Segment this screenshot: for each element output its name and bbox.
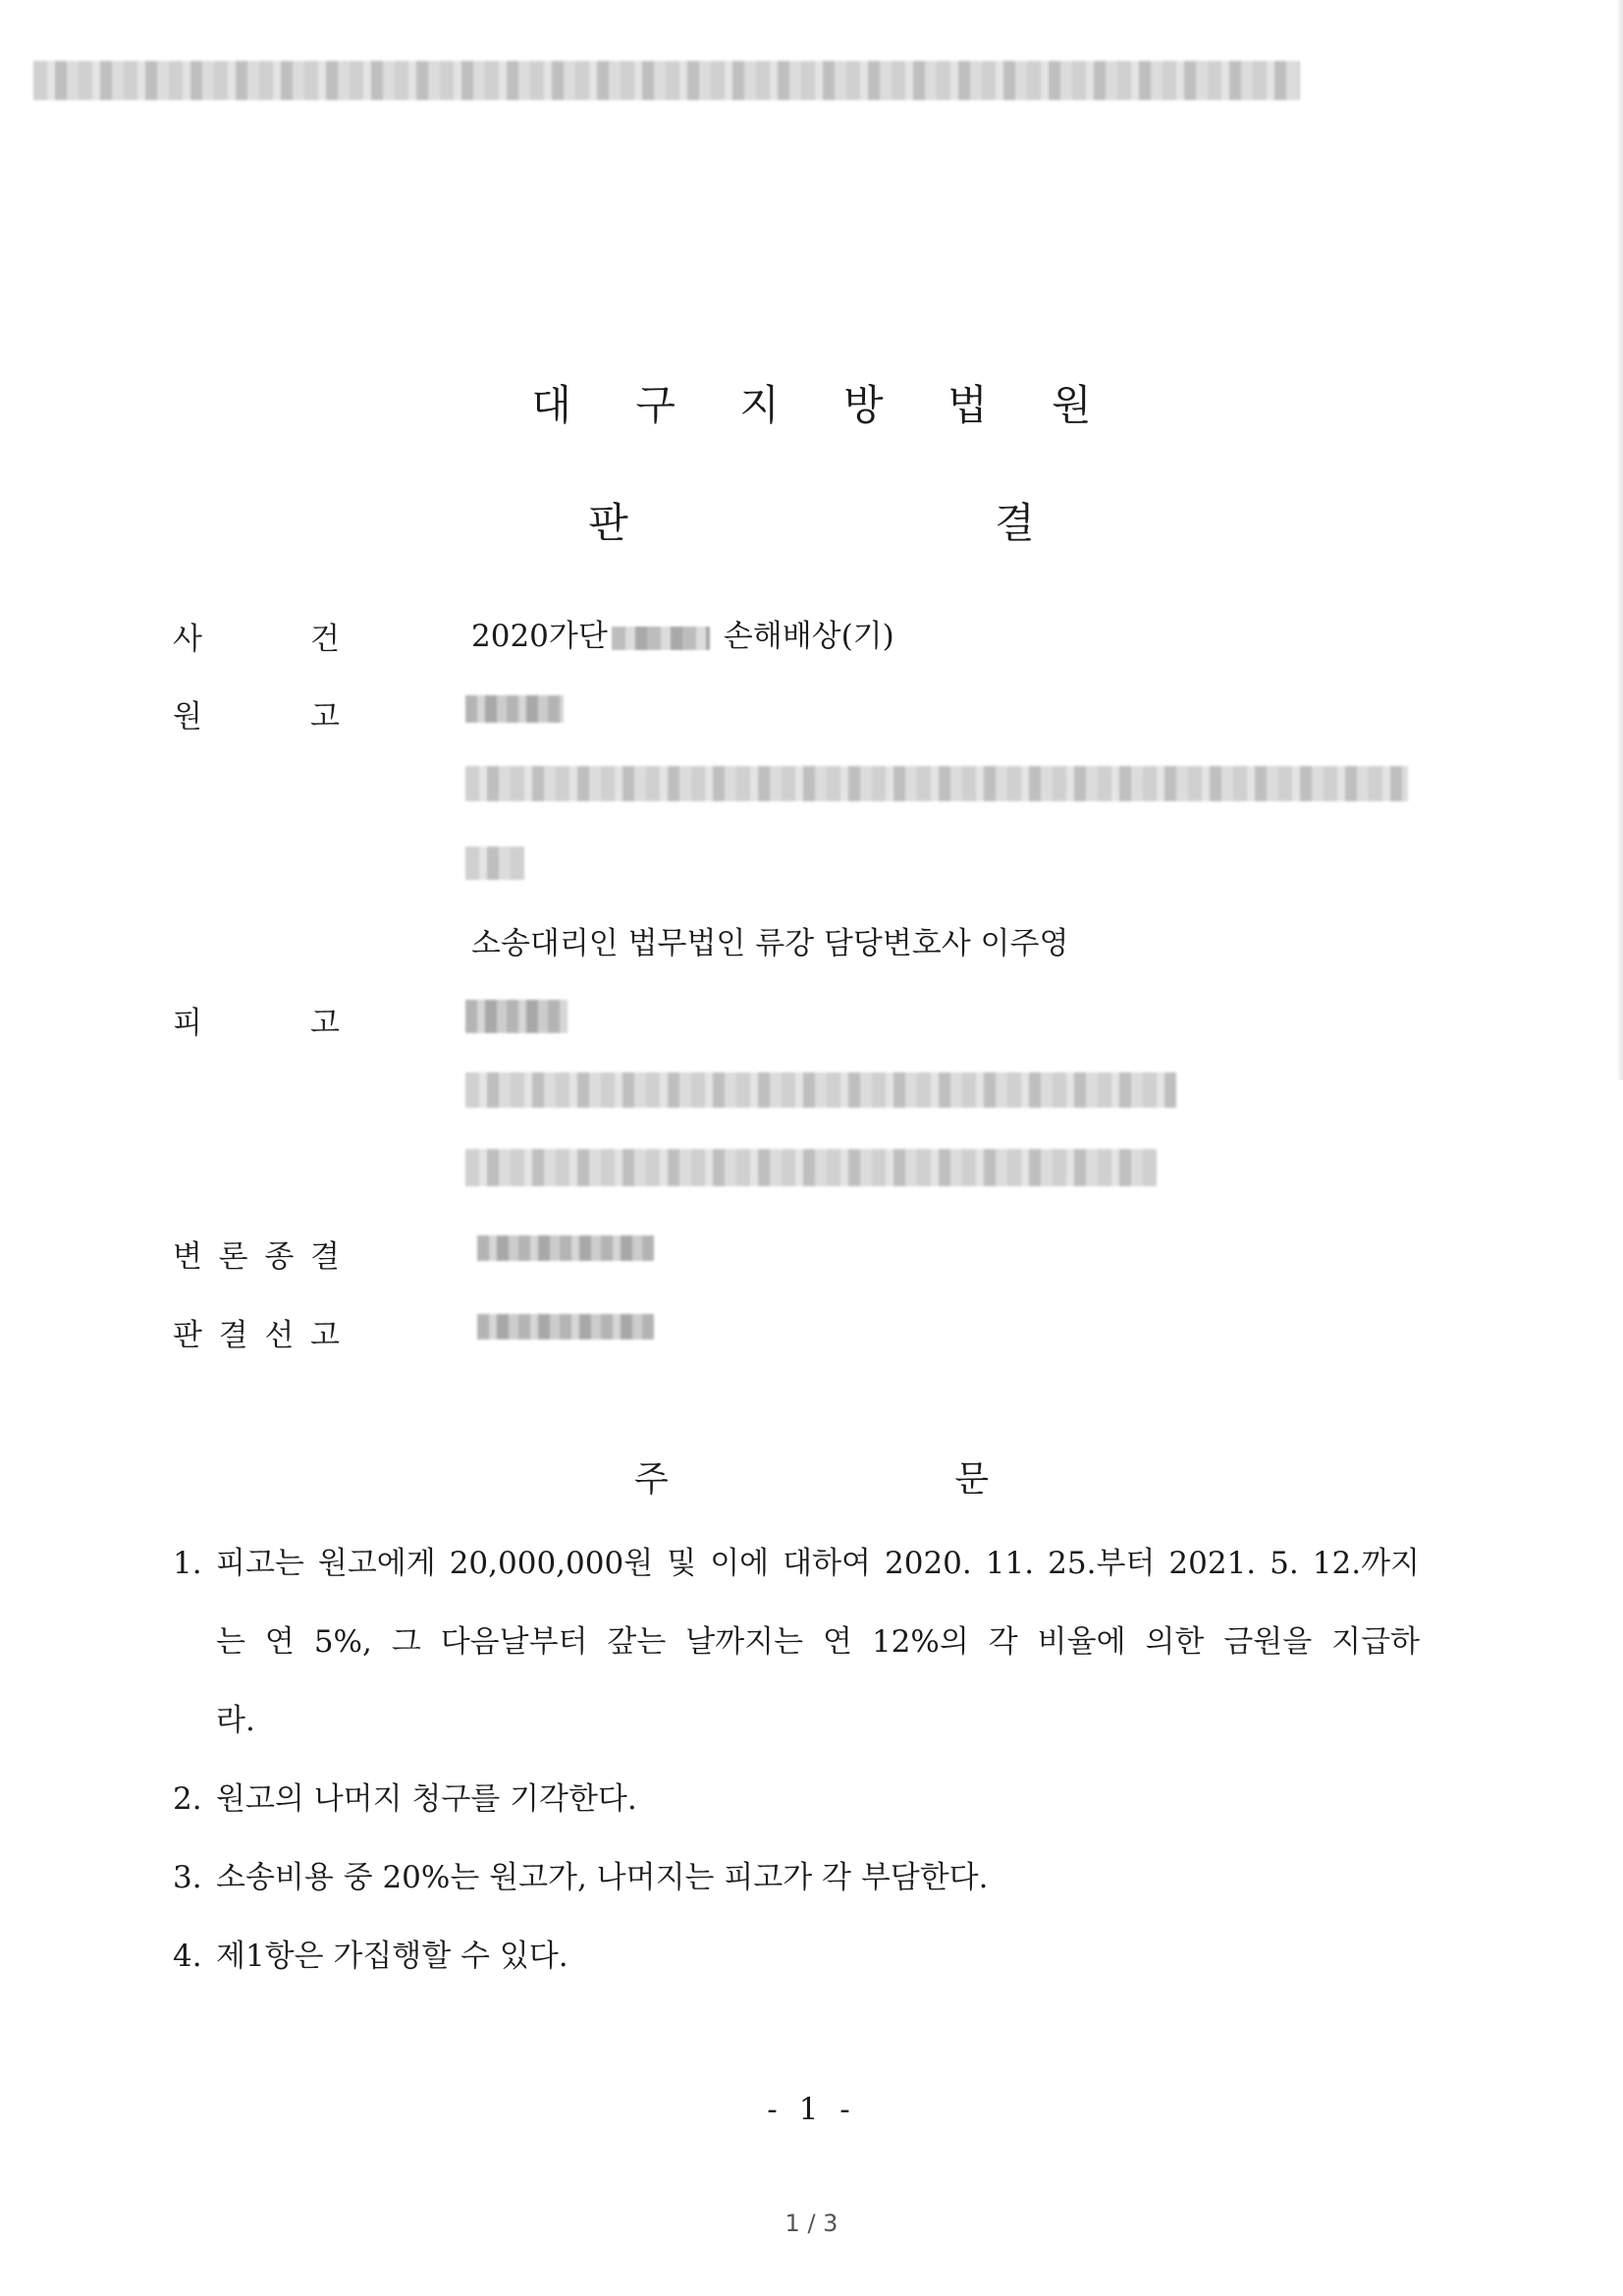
redacted-plaintiff-address-1 <box>465 766 1408 801</box>
redacted-plaintiff-address-2 <box>465 847 524 880</box>
case-label: 사 건 <box>173 622 340 657</box>
redacted-case-number <box>612 627 710 650</box>
verdict-label: 판 결 선 고 <box>173 1318 340 1353</box>
order-item-3: 3. 소송비용 중 20%는 원고가, 나머지는 피고가 각 부담한다. <box>173 1860 989 1895</box>
case-name: 손해배상(기) <box>723 619 894 654</box>
redacted-defendant-name <box>465 1000 568 1033</box>
redacted-verdict-date <box>477 1314 654 1339</box>
plaintiff-attorney: 소송대리인 법무법인 류강 담당변호사 이주영 <box>471 926 1069 961</box>
page-number: - 1 - <box>767 2092 856 2127</box>
redacted-defendant-address-2 <box>465 1149 1157 1186</box>
order-item-4: 4. 제1항은 가집행할 수 있다. <box>173 1939 568 1974</box>
plaintiff-label: 원 고 <box>173 699 340 735</box>
defendant-label: 피 고 <box>173 1006 340 1041</box>
redacted-closing-date <box>477 1235 654 1261</box>
redacted-defendant-address-1 <box>465 1072 1176 1108</box>
case-value <box>471 611 894 655</box>
page-counter: 1 / 3 <box>784 2210 839 2237</box>
court-name: 대 구 지 방 법 원 <box>531 381 1117 429</box>
closing-label: 변 론 종 결 <box>173 1239 340 1275</box>
redacted-plaintiff-name <box>465 695 564 723</box>
order-item-2: 2. 원고의 나머지 청구를 기각한다. <box>173 1781 637 1817</box>
document-title: 판 결 <box>588 499 1212 547</box>
redacted-header <box>33 61 1300 100</box>
order-item-1: 1. 피고는 원고에게 20,000,000원 및 이에 대하여 2020. 11. 25.부터 2021. 5. 12.까지 는 연 5%, 그 다음날부터 갚는 날까지는 연 12%의 각 비율에 의한 금원을 지급하 라. <box>173 1546 1420 1738</box>
case-number-prefix: 2020가단 <box>471 619 608 654</box>
order-section-title: 주 문 <box>634 1459 1126 1500</box>
